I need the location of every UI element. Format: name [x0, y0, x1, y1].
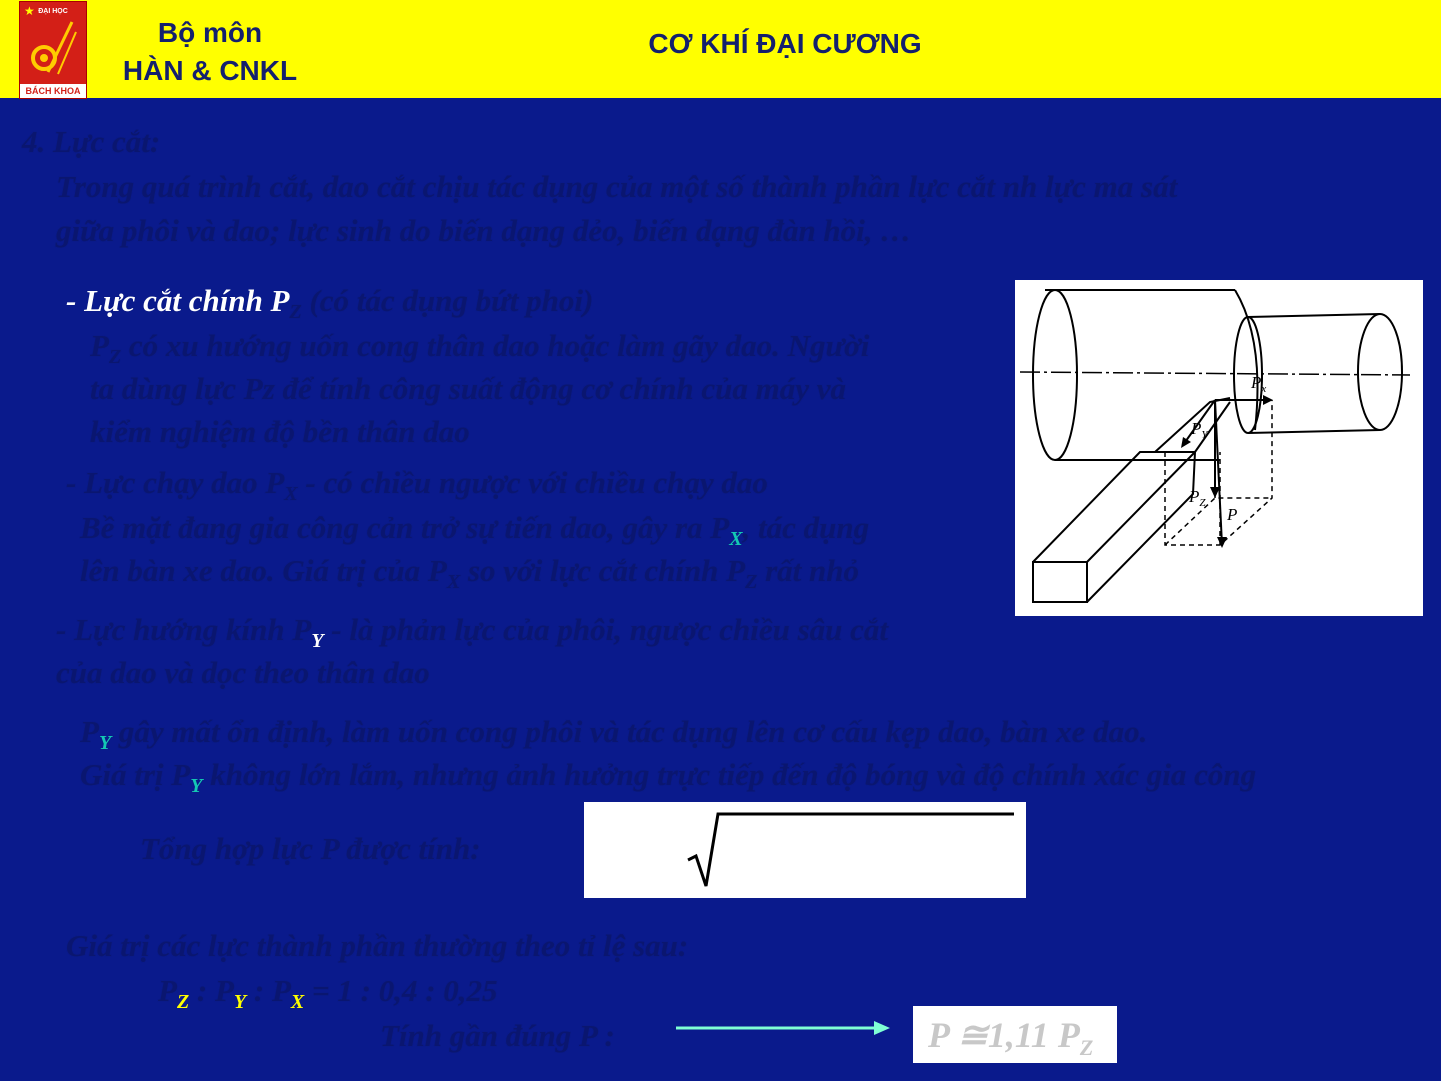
pz-title-tail: (có tác dụng bứt phoi)	[301, 283, 594, 318]
px-line-2	[80, 553, 859, 594]
ratio-value: = 1 : 0,4 : 0,25	[304, 973, 498, 1008]
pz-line-1-a: P	[90, 328, 109, 363]
ratio-p3: : P	[246, 973, 291, 1008]
label-p: P	[1227, 505, 1238, 524]
logo-top-text: ĐẠI HỌC	[38, 8, 68, 15]
label-pz: $P_Z$	[1189, 487, 1206, 509]
pz-line-2: ta dùng lực Pz để tính công suất động cơ chính của máy và	[90, 371, 847, 406]
university-logo	[19, 1, 87, 99]
ratio-p1: P	[158, 973, 177, 1008]
approx-result-a: P ≅1,11 P	[928, 1015, 1080, 1055]
px-line-2-b: so với lực cắt chính P	[460, 553, 746, 588]
intro-line-2: giữa phôi và dao; lực sinh do biến dạng dẻo, biến dạng đàn hồi, …	[56, 213, 912, 248]
py-line-2-a: Giá trị P	[80, 757, 191, 792]
lathe-tool-drawing	[1015, 280, 1423, 616]
ratio-p2: : P	[189, 973, 234, 1008]
logo-bottom-text: BÁCH KHOA	[20, 84, 86, 98]
px-line-2-a: lên bàn xe dao. Giá trị của P	[80, 553, 447, 588]
py-title	[56, 612, 888, 653]
px-line-1-sub: X	[729, 528, 743, 551]
label-py: $P_Y$	[1191, 419, 1208, 441]
label-px: $P_x$	[1251, 373, 1267, 395]
py-title-line-2: của dao và dọc theo thân dao	[56, 655, 430, 690]
star-icon: ★	[24, 4, 35, 18]
py-line-1-sub: Y	[98, 732, 112, 755]
py-line-2-b: không lớn lắm, nhưng ảnh hưởng trực tiếp đến độ bóng và độ chính xác gia công	[202, 757, 1257, 792]
formula-box	[584, 802, 1026, 898]
py-line-2	[80, 757, 1256, 798]
py-line-1-a: P	[80, 714, 99, 749]
total-force-label: Tổng hợp lực P được tính:	[140, 831, 481, 866]
course-title: CƠ KHÍ ĐẠI CƯƠNG	[648, 28, 922, 59]
py-title-tail: - là phản lực của phôi, ngược chiều sâu cắt	[323, 612, 888, 647]
department-name	[100, 14, 320, 90]
cutting-force-diagram	[1015, 280, 1423, 616]
px-line-2-sub2: Z	[745, 571, 758, 594]
px-line-1-a: Bề mặt đang gia công cản trở sự tiến dao, gây ra P	[80, 510, 730, 545]
px-line-2-c: rất nhỏ	[757, 553, 859, 588]
ratio-formula	[158, 973, 498, 1014]
py-line-1	[80, 714, 1147, 755]
ratio-s2: Y	[233, 991, 247, 1014]
px-line-2-sub1: X	[446, 571, 461, 594]
ratio-intro: Giá trị các lực thành phần thường theo tỉ lệ sau:	[66, 928, 689, 963]
ratio-s1: Z	[176, 991, 190, 1014]
header-bar	[0, 0, 1441, 98]
px-title	[66, 465, 768, 506]
pz-line-1-b: có xu hướng uốn cong thân dao hoặc làm gãy dao. Người	[121, 328, 870, 363]
pz-line-3: kiểm nghiệm độ bền thân dao	[90, 414, 470, 449]
px-title-text: - Lực chạy dao P	[66, 465, 285, 500]
py-title-text: - Lực hướng kính P	[56, 612, 312, 647]
section-heading: 4. Lực cắt:	[22, 124, 161, 159]
pz-line-1	[90, 328, 869, 369]
square-root-icon	[584, 802, 1026, 898]
intro-line-1: Trong quá trình cắt, dao cắt chịu tác dụng của một số thành phần lực cắt nh lực ma sát	[56, 169, 1178, 204]
approx-label: Tính gần đúng P :	[380, 1018, 615, 1053]
department-line-1: Bộ môn	[157, 17, 263, 48]
py-line-1-b: gây mất ổn định, làm uốn cong phôi và tác dụng lên cơ cấu kẹp dao, bàn xe dao.	[111, 714, 1148, 749]
px-line-1	[80, 510, 869, 551]
px-title-sub: X	[284, 483, 298, 506]
py-title-sub: Y	[311, 630, 324, 653]
pz-title	[66, 283, 593, 324]
arrow-right-icon	[674, 1016, 894, 1040]
pz-line-1-sub: Z	[108, 346, 122, 369]
pz-title-sub: Z	[289, 301, 302, 324]
ratio-s3: X	[290, 991, 305, 1014]
px-line-1-b: , tác dụng	[742, 510, 870, 545]
px-title-tail: - có chiều ngược với chiều chạy dao	[297, 465, 768, 500]
py-line-2-sub: Y	[190, 775, 203, 798]
approx-result	[928, 1014, 1093, 1061]
department-line-2: HÀN & CNKL	[122, 55, 298, 86]
approx-result-sub: Z	[1079, 1035, 1094, 1061]
pz-title-text: - Lực cắt chính P	[66, 283, 290, 318]
